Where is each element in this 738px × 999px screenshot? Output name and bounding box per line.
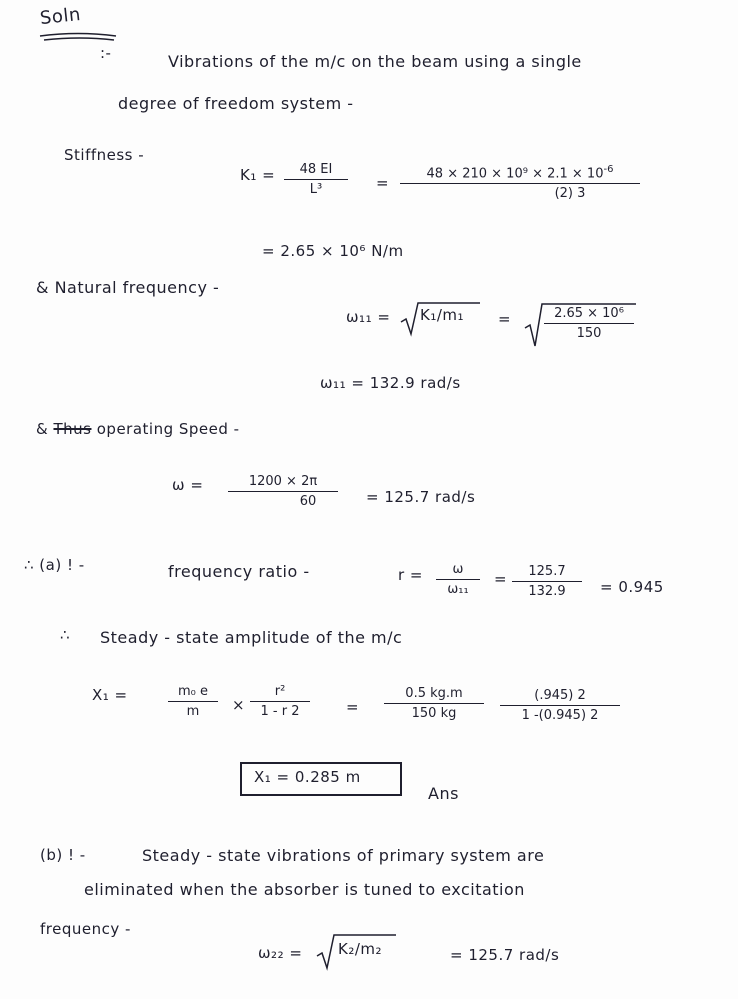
absorber-result: = 125.7 rad/s — [450, 946, 560, 964]
amplitude-times: × — [232, 696, 246, 714]
ratio-denominator-2: 132.9 — [528, 584, 566, 599]
amplitude-f2-den: 1 - r 2 — [260, 704, 300, 719]
amplitude-label: Steady - state amplitude of the m/c — [100, 628, 403, 647]
ratio-denominator-1: ω₁₁ — [447, 582, 469, 597]
answer-ans: Ans — [428, 784, 459, 803]
operating-numerator: 1200 × 2π — [248, 474, 318, 489]
fraction-bar — [544, 323, 634, 324]
fraction-bar — [436, 579, 480, 580]
ratio-fraction-2 — [512, 564, 582, 599]
natural-radicand-2 — [544, 306, 634, 341]
operating-result: = 125.7 rad/s — [366, 488, 476, 506]
soln-underline — [38, 30, 118, 42]
amplitude-f1-num: m₀ e — [177, 684, 208, 699]
natural-result: ω₁₁ = 132.9 rad/s — [320, 374, 461, 392]
stiffness-equals: = — [376, 174, 390, 192]
ratio-fraction-1 — [436, 562, 480, 597]
natural-radicand-den: 150 — [576, 326, 602, 341]
stiffness-denominator-1: L³ — [309, 182, 323, 197]
amplitude-fraction-3 — [384, 686, 484, 721]
stiffness-numerator-1: 48 EI — [299, 162, 333, 177]
amplitude-fraction-1 — [168, 684, 218, 719]
part-b-line-1: Steady - state vibrations of primary system are — [142, 846, 545, 865]
amplitude-fraction-2 — [250, 684, 310, 719]
stiffness-label: Stiffness - — [64, 146, 145, 164]
stiffness-denominator-2: (2) 3 — [554, 186, 586, 202]
amplitude-f3-den: 150 kg — [411, 706, 457, 721]
ratio-lhs: r = — [398, 566, 424, 584]
answer-value: X₁ = 0.285 m — [254, 768, 361, 786]
ratio-equals: = — [494, 570, 508, 588]
sqrt-sign-icon — [524, 302, 544, 348]
amplitude-equals: = — [346, 698, 360, 716]
part-b-line-3: frequency - — [40, 920, 131, 938]
stiffness-fraction-1 — [284, 162, 348, 197]
fraction-bar — [168, 701, 218, 702]
part-b-marker: (b) ! - — [40, 846, 86, 864]
heading-line-1: Vibrations of the m/c on the beam using a single — [168, 52, 582, 71]
soln-label: Soln — [39, 3, 82, 30]
amplitude-fraction-4 — [500, 688, 620, 723]
fraction-bar — [228, 491, 338, 492]
soln-colon: :- — [100, 44, 112, 62]
amplitude-f4-num: (.945) 2 — [534, 688, 586, 703]
ratio-numerator-2: 125.7 — [528, 564, 566, 579]
fraction-bar — [400, 183, 640, 184]
stiffness-result: = 2.65 × 10⁶ N/m — [262, 242, 404, 260]
natural-equals: = — [498, 310, 512, 328]
part-b-line-2: eliminated when the absorber is tuned to excitation — [84, 880, 525, 899]
sqrt-sign-icon — [400, 302, 420, 336]
frequency-ratio-label: frequency ratio - — [168, 562, 310, 581]
absorber-lhs: ω₂₂ = — [258, 944, 303, 962]
part-a-marker: ∴ (a) ! - — [24, 556, 85, 574]
stiffness-fraction-2 — [400, 164, 640, 201]
operating-lhs: ω = — [172, 476, 204, 494]
natural-radicand-1: K₁/m₁ — [420, 306, 465, 324]
fraction-bar — [512, 581, 582, 582]
natural-frequency-label: & Natural frequency - — [36, 278, 220, 297]
ratio-result: = 0.945 — [600, 578, 664, 596]
absorber-radicand: K₂/m₂ — [338, 940, 383, 958]
fraction-bar — [384, 703, 484, 704]
operating-denominator: 60 — [299, 494, 317, 509]
natural-radicand-num: 2.65 × 10⁶ — [554, 306, 624, 321]
fraction-bar — [250, 701, 310, 702]
amplitude-f4-den: 1 -(0.945) 2 — [521, 708, 599, 723]
amplitude-f3-num: 0.5 kg.m — [405, 686, 463, 701]
operating-fraction — [228, 474, 338, 509]
natural-lhs: ω₁₁ = — [346, 308, 391, 326]
amplitude-f2-num: r² — [274, 684, 286, 699]
stiffness-numerator-2: $48 \times 210 \times 10^9 \times 2.1 \times 10^{-6}$ — [426, 164, 614, 182]
amplitude-f1-den: m — [186, 704, 200, 719]
fraction-bar — [284, 179, 348, 180]
amplitude-lhs: X₁ = — [92, 686, 128, 704]
sqrt-sign-icon — [316, 934, 336, 970]
ratio-numerator-1: ω — [452, 562, 464, 577]
amplitude-marker: ∴ — [60, 626, 71, 644]
operating-label: & Thus operating Speed - — [36, 420, 240, 438]
fraction-bar — [500, 705, 620, 706]
stiffness-lhs: K₁ = — [240, 166, 276, 184]
heading-line-2: degree of freedom system - — [118, 94, 354, 113]
